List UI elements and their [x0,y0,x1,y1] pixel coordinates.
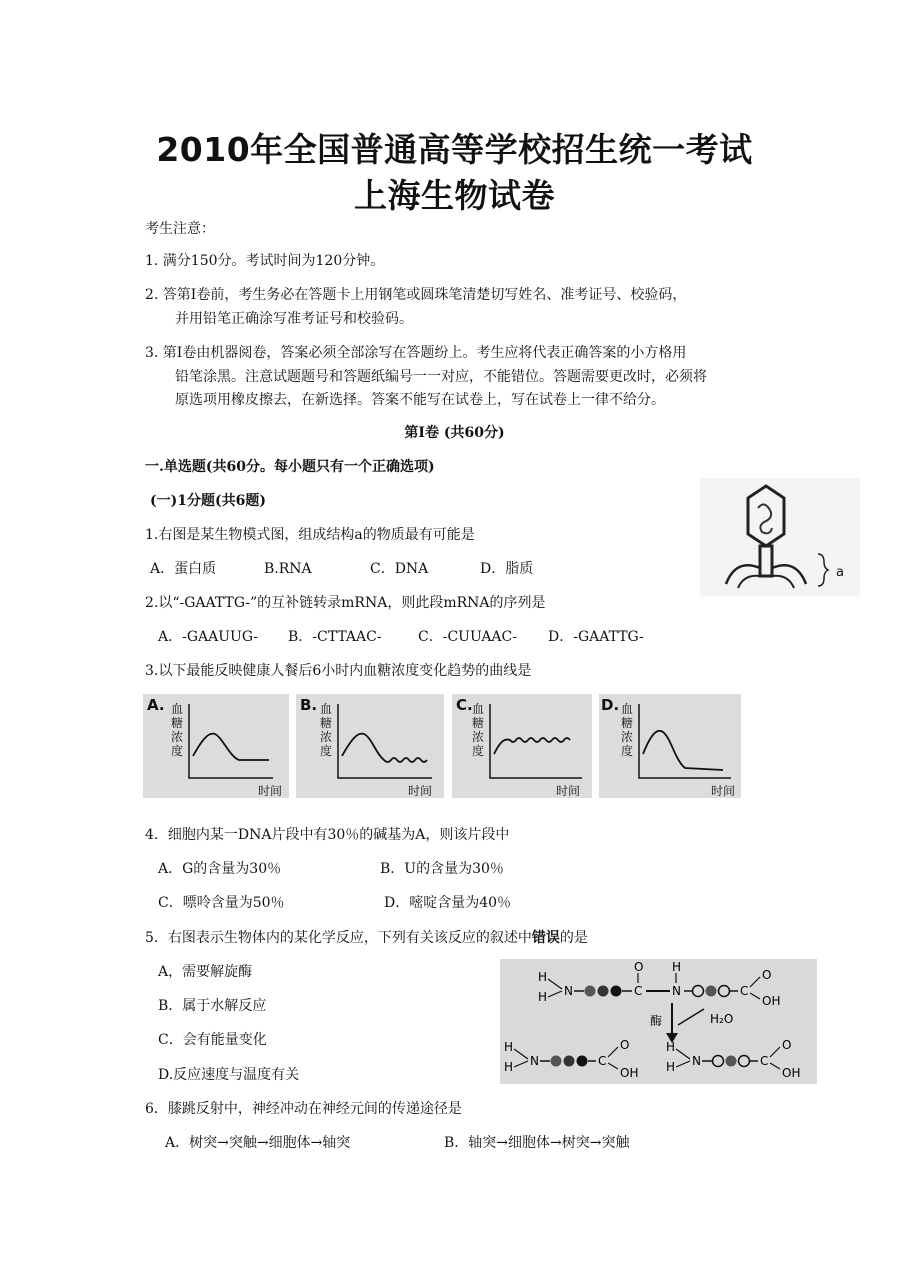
svg-text:H: H [666,1040,676,1054]
notice-item-2-line1: 2. 答第Ⅰ卷前，考生务必在答题卡上用钢笔或圆珠笔清楚切写姓名、准考证号、校验码， [145,287,687,303]
q2-stem: 2.以“-GAATTG-”的互补链转录mRNA，则此段mRNA的序列是 [145,595,546,611]
svg-text:H: H [538,990,548,1004]
svg-text:酶: 酶 [650,1014,663,1028]
q4-option-d: D．嘧啶含量为40％ [384,895,512,911]
svg-text:O: O [782,1038,792,1052]
q2-option-c: C．-CUUAAC- [418,629,517,645]
graph-c-ylabel: 血糖浓度 [472,702,485,758]
graph-c-xlabel: 时间 [556,784,581,798]
svg-text:O: O [620,1038,630,1052]
q4-option-b: B．U的含量为30％ [380,861,504,877]
graph-d-ylabel: 血糖浓度 [621,702,634,758]
svg-text:H: H [538,970,548,984]
q5-stem [145,929,588,947]
svg-text:H: H [672,960,682,974]
svg-text:H₂O: H₂O [710,1012,734,1026]
q2-option-d: D．-GAATTG- [548,629,644,645]
graph-c-letter: C. [456,696,473,714]
q3-stem: 3.以下最能反映健康人餐后6小时内血糖浓度变化趋势的曲线是 [145,663,532,679]
q6-option-a: A．树突→突触→细胞体→轴突 [165,1135,351,1151]
notice-item-3-line3: 原选项用橡皮擦去，在新选择。答案不能写在试卷上，写在试卷上一律不给分。 [175,392,665,408]
hydrolysis-reaction-figure [500,959,817,1084]
q1-option-c: C．DNA [370,561,429,577]
q1-option-a: A．蛋白质 [150,561,217,577]
svg-text:N: N [672,984,681,998]
svg-text:H: H [666,1060,676,1074]
svg-text:N: N [530,1054,539,1068]
graph-b-xlabel: 时间 [408,784,433,798]
graph-a-ylabel: 血糖浓度 [171,702,184,758]
sub-heading: (一)1分题(共6题) [150,493,266,509]
notice-item-1: 1. 满分150分。考试时间为120分钟。 [145,253,385,269]
q6-stem: 6．膝跳反射中，神经冲动在神经元间的传递途径是 [145,1101,462,1117]
notice-item-2-line2: 并用铅笔正确涂写准考证号和校验码。 [175,311,413,327]
notice-item-3-line1: 3. 第Ⅰ卷由机器阅卷，答案必须全部涂写在答题纷上。考生应将代表正确答案的小方格用 [145,345,687,361]
structure-a-label: a [836,565,844,580]
graph-b-ylabel: 血糖浓度 [320,702,333,758]
q5-option-a: A，需要解旋酶 [158,964,253,980]
q5-stem-text: 5．右图表示生物体内的某化学反应，下列有关该反应的叙述中 [145,930,532,946]
notice-heading: 考生注意： [145,221,215,237]
svg-text:OH: OH [782,1066,801,1080]
graph-c [452,694,592,798]
svg-text:H: H [504,1040,514,1054]
q5-stem-emphasis: 错误 [531,930,560,946]
svg-text:H: H [504,1060,514,1074]
svg-text:C: C [740,984,749,998]
graph-d-letter: D. [601,696,620,714]
graph-a-xlabel: 时间 [258,784,283,798]
svg-text:N: N [692,1054,701,1068]
svg-text:N: N [564,984,573,998]
q5-option-d: D.反应速度与温度有关 [158,1067,300,1083]
q2-option-a: A．-GAAUUG- [158,629,259,645]
q6-option-b: B．轴突→细胞体→树突→突触 [444,1135,630,1151]
graph-b [296,694,444,798]
q1-option-d: D．脂质 [480,561,534,577]
q5-option-c: C．会有能量变化 [158,1032,267,1048]
exam-subtitle: 上海生物试卷 [354,176,555,215]
q4-option-c: C．嘌呤含量为50％ [158,895,285,911]
svg-text:C: C [760,1054,769,1068]
graph-a-letter: A. [147,696,165,714]
q4-stem: 4．细胞内某一DNA片段中有30％的碱基为A，则该片段中 [145,827,510,843]
svg-text:O: O [762,968,772,982]
svg-text:C: C [598,1054,607,1068]
part-title: 第Ⅰ卷 (共60分) [404,425,505,441]
q5-stem-end: 的是 [559,930,588,946]
svg-text:OH: OH [620,1066,639,1080]
graph-b-letter: B. [300,696,318,714]
notice-item-3-line2: 铅笔涂黑。注意试题题号和答题纸编号一一对应，不能错位。答题需要更改时，必须将 [175,369,707,385]
q4-option-a: A．G的含量为30％ [158,861,282,877]
svg-text:O: O [634,960,644,974]
section-heading: 一.单选题(共60分。每小题只有一个正确选项) [145,459,435,475]
exam-title: 2010年全国普通高等学校招生统一考试 [156,130,753,169]
phage-figure [700,478,860,596]
graph-d [599,694,741,798]
q1-option-b: B.RNA [264,561,312,577]
q1-stem: 1.右图是某生物模式图，组成结构a的物质最有可能是 [145,527,475,543]
graph-d-xlabel: 时间 [711,784,736,798]
svg-text:OH: OH [762,994,781,1008]
q2-option-b: B．-CTTAAC- [288,629,382,645]
q5-option-b: B．属于水解反应 [158,998,267,1014]
svg-text:C: C [634,984,643,998]
